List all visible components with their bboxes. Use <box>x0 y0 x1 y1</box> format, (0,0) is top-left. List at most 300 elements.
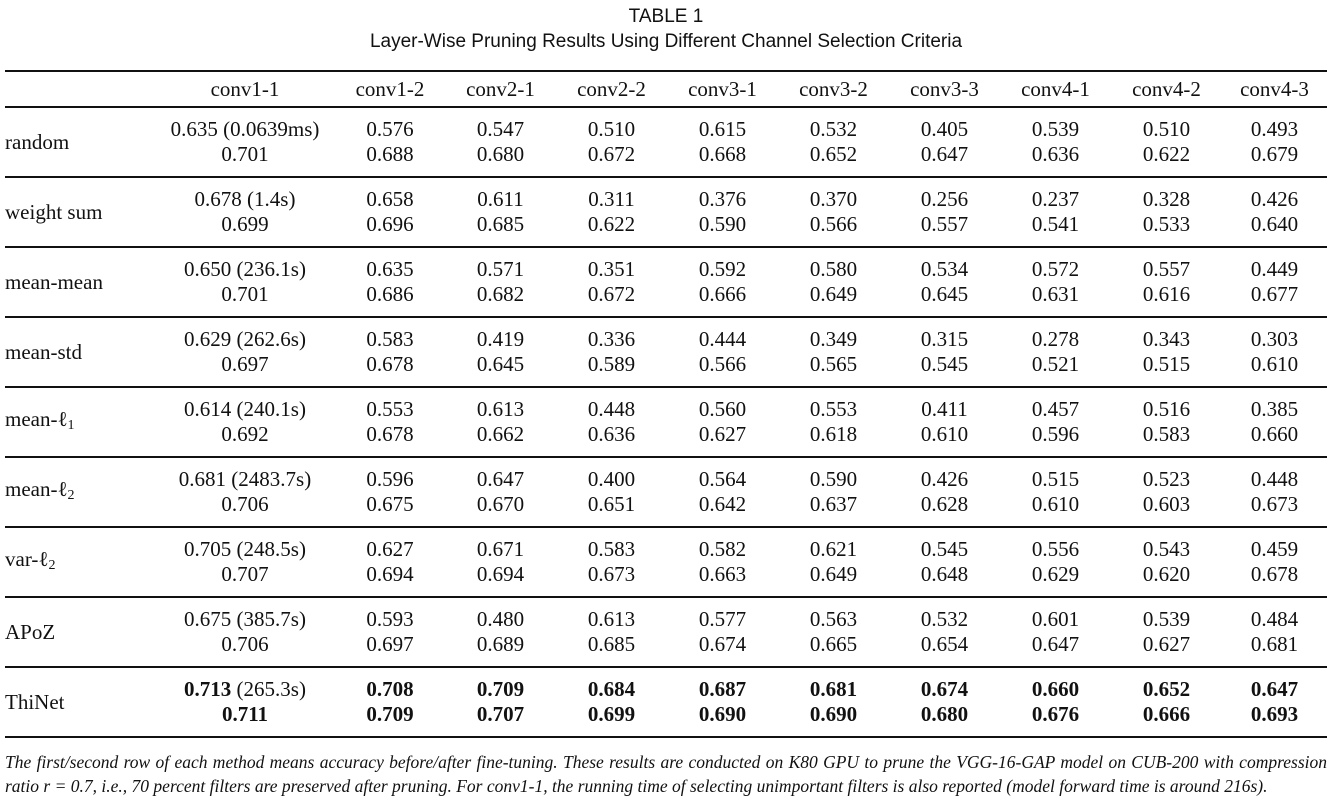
cell-conv4-1 <box>1000 107 1111 177</box>
value-after: 0.699 <box>587 702 636 726</box>
value-before: 0.613 <box>476 397 525 421</box>
cell-conv4-1 <box>1000 597 1111 667</box>
table-row <box>5 527 1327 597</box>
value-after: 0.685 <box>476 212 525 236</box>
value-before: 0.547 <box>476 117 525 141</box>
value-after: 0.686 <box>366 282 414 306</box>
method-name <box>5 597 155 667</box>
cell-conv3-1 <box>667 247 778 317</box>
value-before: 0.400 <box>587 467 636 491</box>
value-before: 0.370 <box>809 187 858 211</box>
cell-conv4-3 <box>1222 457 1327 527</box>
value-before: 0.278 <box>1031 327 1080 351</box>
footnote-part1: The first/second row of each method means accuracy before/after fine-tuning. These results are conducted on K80 GPU to prune the VGG-16-GAP model on CUB-200 with compression ratio <box>5 752 1327 796</box>
cell-conv3-1 <box>667 177 778 247</box>
value-before: 0.315 <box>920 327 969 351</box>
cell-conv2-1 <box>445 387 556 457</box>
value-after: 0.627 <box>698 422 747 446</box>
value-after: 0.610 <box>1250 352 1299 376</box>
table-body <box>5 107 1327 737</box>
cell-conv2-1 <box>445 317 556 387</box>
value-before: 0.560 <box>698 397 747 421</box>
cell-conv4-3 <box>1222 527 1327 597</box>
cell-conv1-2 <box>335 597 445 667</box>
cell-conv4-2 <box>1111 107 1222 177</box>
value-after: 0.583 <box>1142 422 1191 446</box>
value-after: 0.565 <box>809 352 858 376</box>
value-after: 0.521 <box>1031 352 1080 376</box>
value-after: 0.596 <box>1031 422 1080 446</box>
value-before: 0.627 <box>366 537 414 561</box>
value-before: 0.543 <box>1142 537 1191 561</box>
value-after: 0.515 <box>1142 352 1191 376</box>
cell-conv2-1 <box>445 597 556 667</box>
value-before: 0.553 <box>366 397 414 421</box>
value-before: 0.545 <box>920 537 969 561</box>
value-after: 0.690 <box>809 702 858 726</box>
cell-conv1-2 <box>335 387 445 457</box>
cell-conv2-2 <box>556 527 667 597</box>
cell-conv1-1 <box>155 527 335 597</box>
cell-conv4-1 <box>1000 667 1111 737</box>
value-after: 0.541 <box>1031 212 1080 236</box>
value-after: 0.533 <box>1142 212 1191 236</box>
value-before: 0.709 <box>476 677 525 701</box>
value-before: 0.516 <box>1142 397 1191 421</box>
cell-conv4-2 <box>1111 457 1222 527</box>
value-after: 0.693 <box>1250 702 1299 726</box>
value-after: 0.636 <box>587 422 636 446</box>
value-after: 0.680 <box>920 702 969 726</box>
value-after: 0.690 <box>698 702 747 726</box>
method-subscript: 1 <box>67 417 75 433</box>
method-label: random <box>5 129 70 154</box>
value-after: 0.676 <box>1031 702 1080 726</box>
value-before: 0.629 (262.6s) <box>184 327 306 351</box>
value-after: 0.682 <box>476 282 525 306</box>
cell-conv4-3 <box>1222 597 1327 667</box>
footnote-part2: = 0.7, i.e., 70 percent filters are preserved after pruning. For conv1-1, the running time of selecting unimportant filters is also reported (model forward time is around 216s). <box>50 776 1268 796</box>
cell-conv2-1 <box>445 527 556 597</box>
method-label: mean-ℓ <box>5 476 68 501</box>
value-before: 0.611 <box>477 187 524 211</box>
cell-conv3-3 <box>889 107 1000 177</box>
value-after: 0.675 <box>366 492 414 516</box>
value-before: 0.593 <box>366 607 414 631</box>
cell-conv3-2 <box>778 107 889 177</box>
value-before: 0.621 <box>809 537 858 561</box>
cell-conv1-2 <box>335 527 445 597</box>
cell-conv3-1 <box>667 597 778 667</box>
value-before: 0.635 <box>366 257 414 281</box>
header-conv4-1: conv4-1 <box>1021 76 1090 101</box>
value-before: 0.635 (0.0639ms) <box>170 117 320 141</box>
cell-conv3-3 <box>889 597 1000 667</box>
value-after: 0.681 <box>1250 632 1299 656</box>
value-before: 0.449 <box>1250 257 1299 281</box>
value-after: 0.637 <box>809 492 858 516</box>
value-after: 0.677 <box>1250 282 1299 306</box>
value-before: 0.493 <box>1250 117 1299 141</box>
value-before: 0.457 <box>1031 397 1080 421</box>
value-after: 0.566 <box>809 212 858 236</box>
value-after: 0.648 <box>920 562 969 586</box>
table-figure <box>5 4 1327 798</box>
value-after: 0.647 <box>1031 632 1080 656</box>
value-before-time: (265.3s) <box>231 677 306 701</box>
value-before: 0.592 <box>698 257 747 281</box>
value-after: 0.673 <box>1250 492 1299 516</box>
cell-conv2-2 <box>556 317 667 387</box>
cell-conv3-3 <box>889 527 1000 597</box>
value-before: 0.532 <box>809 117 858 141</box>
value-after: 0.666 <box>1142 702 1191 726</box>
value-after: 0.685 <box>587 632 636 656</box>
cell-conv1-1 <box>155 177 335 247</box>
cell-conv4-2 <box>1111 667 1222 737</box>
value-after: 0.688 <box>366 142 414 166</box>
header-conv4-3: conv4-3 <box>1240 76 1309 101</box>
value-before: 0.419 <box>476 327 525 351</box>
method-label: weight sum <box>5 199 103 224</box>
value-before: 0.647 <box>1250 677 1299 701</box>
cell-conv2-1 <box>445 247 556 317</box>
header-row <box>5 71 1327 107</box>
value-after: 0.706 <box>221 492 269 516</box>
value-after: 0.622 <box>587 212 636 236</box>
table-row <box>5 247 1327 317</box>
cell-conv3-2 <box>778 247 889 317</box>
value-before: 0.564 <box>698 467 747 491</box>
value-after: 0.566 <box>698 352 747 376</box>
value-before: 0.351 <box>587 257 636 281</box>
table-title <box>5 4 1327 54</box>
value-before: 0.684 <box>587 677 636 701</box>
value-before: 0.532 <box>920 607 969 631</box>
value-after: 0.673 <box>587 562 636 586</box>
value-after: 0.654 <box>920 632 969 656</box>
value-after: 0.709 <box>366 702 414 726</box>
cell-conv4-1 <box>1000 527 1111 597</box>
value-after: 0.642 <box>698 492 747 516</box>
value-after: 0.697 <box>366 632 414 656</box>
value-after: 0.649 <box>809 562 858 586</box>
header-conv2-1: conv2-1 <box>466 76 535 101</box>
value-after: 0.622 <box>1142 142 1191 166</box>
value-before: 0.336 <box>587 327 636 351</box>
method-name <box>5 177 155 247</box>
value-before: 0.674 <box>920 677 969 701</box>
cell-conv3-1 <box>667 667 778 737</box>
value-after: 0.590 <box>698 212 747 236</box>
results-table <box>5 70 1327 738</box>
value-after: 0.674 <box>698 632 747 656</box>
method-name <box>5 387 155 457</box>
header-conv3-3: conv3-3 <box>910 76 979 101</box>
value-before: 0.681 <box>809 677 858 701</box>
value-after: 0.631 <box>1031 282 1080 306</box>
cell-conv2-2 <box>556 107 667 177</box>
cell-conv2-2 <box>556 457 667 527</box>
cell-conv3-1 <box>667 107 778 177</box>
header-conv3-2: conv3-2 <box>799 76 868 101</box>
value-after: 0.670 <box>476 492 525 516</box>
method-label: mean-std <box>5 339 82 364</box>
cell-conv1-2 <box>335 177 445 247</box>
cell-conv1-2 <box>335 317 445 387</box>
value-before: 0.303 <box>1250 327 1299 351</box>
value-before: 0.534 <box>920 257 969 281</box>
value-before: 0.426 <box>920 467 969 491</box>
value-after: 0.545 <box>920 352 969 376</box>
value-after: 0.694 <box>476 562 525 586</box>
method-label: ThiNet <box>5 689 65 714</box>
value-after: 0.620 <box>1142 562 1191 586</box>
header-conv1-2: conv1-2 <box>355 76 425 101</box>
method-subscript: 2 <box>67 487 75 503</box>
cell-conv4-3 <box>1222 667 1327 737</box>
value-after: 0.711 <box>221 702 269 726</box>
value-before: 0.596 <box>366 467 414 491</box>
cell-conv4-3 <box>1222 317 1327 387</box>
value-before: 0.459 <box>1250 537 1299 561</box>
value-before: 0.675 (385.7s) <box>184 607 306 631</box>
value-after: 0.697 <box>221 352 269 376</box>
cell-conv3-1 <box>667 527 778 597</box>
cell-conv1-1 <box>155 667 335 737</box>
method-subscript: 2 <box>48 557 56 573</box>
value-after: 0.557 <box>920 212 969 236</box>
cell-conv2-2 <box>556 247 667 317</box>
header-conv3-1: conv3-1 <box>688 76 757 101</box>
value-after: 0.636 <box>1031 142 1080 166</box>
value-before: 0.539 <box>1031 117 1080 141</box>
table-row <box>5 457 1327 527</box>
value-before: 0.411 <box>921 397 968 421</box>
cell-conv3-1 <box>667 317 778 387</box>
value-after: 0.696 <box>366 212 414 236</box>
cell-conv3-1 <box>667 457 778 527</box>
value-after: 0.647 <box>920 142 969 166</box>
value-after: 0.663 <box>698 562 747 586</box>
cell-conv4-1 <box>1000 177 1111 247</box>
value-after: 0.618 <box>809 422 858 446</box>
table-row <box>5 597 1327 667</box>
value-after: 0.678 <box>366 352 414 376</box>
value-before: 0.678 (1.4s) <box>194 187 296 211</box>
value-before: 0.580 <box>809 257 858 281</box>
value-after: 0.679 <box>1250 142 1299 166</box>
value-before: 0.572 <box>1031 257 1080 281</box>
value-after: 0.616 <box>1142 282 1191 306</box>
value-before: 0.480 <box>476 607 525 631</box>
method-label: mean-ℓ <box>5 406 68 431</box>
value-after: 0.610 <box>920 422 969 446</box>
cell-conv3-3 <box>889 387 1000 457</box>
method-name <box>5 527 155 597</box>
header-method <box>5 71 155 107</box>
cell-conv4-2 <box>1111 527 1222 597</box>
value-after: 0.610 <box>1031 492 1080 516</box>
cell-conv2-2 <box>556 597 667 667</box>
value-before: 0.523 <box>1142 467 1191 491</box>
table-row <box>5 667 1327 737</box>
cell-conv2-1 <box>445 107 556 177</box>
cell-conv1-1 <box>155 597 335 667</box>
value-after: 0.707 <box>221 562 269 586</box>
value-before: 0.426 <box>1250 187 1299 211</box>
cell-conv4-3 <box>1222 247 1327 317</box>
value-before: 0.583 <box>366 327 414 351</box>
cell-conv4-1 <box>1000 317 1111 387</box>
value-after: 0.645 <box>920 282 969 306</box>
value-before: 0.576 <box>366 117 414 141</box>
cell-conv3-3 <box>889 247 1000 317</box>
value-after: 0.603 <box>1142 492 1191 516</box>
cell-conv4-3 <box>1222 107 1327 177</box>
table-caption: Layer-Wise Pruning Results Using Different Channel Selection Criteria <box>369 31 963 52</box>
cell-conv4-2 <box>1111 317 1222 387</box>
value-before: 0.405 <box>920 117 969 141</box>
value-before: 0.237 <box>1031 187 1080 211</box>
value-after: 0.672 <box>587 142 636 166</box>
table-row <box>5 387 1327 457</box>
cell-conv4-1 <box>1000 457 1111 527</box>
cell-conv2-1 <box>445 177 556 247</box>
value-before: 0.705 (248.5s) <box>184 537 306 561</box>
cell-conv1-1 <box>155 387 335 457</box>
cell-conv2-2 <box>556 667 667 737</box>
value-after: 0.629 <box>1031 562 1080 586</box>
method-name <box>5 667 155 737</box>
value-before: 0.311 <box>588 187 635 211</box>
value-after: 0.694 <box>366 562 414 586</box>
value-after: 0.651 <box>587 492 636 516</box>
cell-conv1-1 <box>155 107 335 177</box>
cell-conv3-2 <box>778 527 889 597</box>
value-after: 0.707 <box>476 702 525 726</box>
value-after: 0.680 <box>476 142 525 166</box>
value-before <box>155 677 335 702</box>
value-after: 0.678 <box>1250 562 1299 586</box>
value-after: 0.678 <box>366 422 414 446</box>
table-footnote <box>5 750 1327 798</box>
method-name <box>5 107 155 177</box>
cell-conv4-2 <box>1111 247 1222 317</box>
method-label: var-ℓ <box>5 546 49 571</box>
value-before: 0.448 <box>587 397 636 421</box>
value-before: 0.614 (240.1s) <box>184 397 306 421</box>
value-before: 0.448 <box>1250 467 1299 491</box>
value-before: 0.708 <box>366 677 414 701</box>
value-before: 0.557 <box>1142 257 1191 281</box>
value-before: 0.563 <box>809 607 858 631</box>
value-after: 0.660 <box>1250 422 1299 446</box>
cell-conv3-2 <box>778 597 889 667</box>
cell-conv1-1 <box>155 317 335 387</box>
cell-conv2-2 <box>556 177 667 247</box>
header-conv1-1: conv1-1 <box>210 76 280 101</box>
method-label: mean-mean <box>5 269 103 294</box>
cell-conv4-1 <box>1000 247 1111 317</box>
value-before: 0.652 <box>1142 677 1191 701</box>
value-after: 0.701 <box>221 142 269 166</box>
value-before: 0.515 <box>1031 467 1080 491</box>
table-row <box>5 317 1327 387</box>
cell-conv3-1 <box>667 387 778 457</box>
value-before: 0.671 <box>476 537 525 561</box>
value-after: 0.640 <box>1250 212 1299 236</box>
cell-conv3-3 <box>889 457 1000 527</box>
table-row <box>5 107 1327 177</box>
value-before: 0.660 <box>1031 677 1080 701</box>
method-name <box>5 317 155 387</box>
value-before: 0.328 <box>1142 187 1191 211</box>
cell-conv4-2 <box>1111 177 1222 247</box>
footnote-variable: r <box>43 776 51 796</box>
value-before: 0.650 (236.1s) <box>184 257 306 281</box>
value-before: 0.582 <box>698 537 747 561</box>
value-before: 0.385 <box>1250 397 1299 421</box>
cell-conv1-2 <box>335 247 445 317</box>
value-after: 0.628 <box>920 492 969 516</box>
value-after: 0.649 <box>809 282 858 306</box>
value-before: 0.553 <box>809 397 858 421</box>
header-conv4-2: conv4-2 <box>1132 76 1201 101</box>
value-before: 0.590 <box>809 467 858 491</box>
cell-conv3-2 <box>778 317 889 387</box>
method-name <box>5 247 155 317</box>
value-after: 0.589 <box>587 352 636 376</box>
value-after: 0.662 <box>476 422 525 446</box>
value-before: 0.510 <box>1142 117 1191 141</box>
cell-conv4-3 <box>1222 387 1327 457</box>
cell-conv1-2 <box>335 107 445 177</box>
value-before: 0.681 (2483.7s) <box>178 467 312 491</box>
cell-conv2-1 <box>445 667 556 737</box>
cell-conv1-2 <box>335 457 445 527</box>
value-before: 0.647 <box>476 467 525 491</box>
value-after: 0.652 <box>809 142 858 166</box>
value-before: 0.349 <box>809 327 858 351</box>
value-before: 0.658 <box>366 187 414 211</box>
value-before: 0.556 <box>1031 537 1080 561</box>
value-after: 0.645 <box>476 352 525 376</box>
value-before-bold: 0.713 <box>184 677 232 701</box>
value-after: 0.692 <box>221 422 269 446</box>
value-before: 0.687 <box>698 677 747 701</box>
value-before: 0.583 <box>587 537 636 561</box>
cell-conv3-3 <box>889 317 1000 387</box>
value-before: 0.613 <box>587 607 636 631</box>
cell-conv4-1 <box>1000 387 1111 457</box>
table-row <box>5 177 1327 247</box>
value-before: 0.343 <box>1142 327 1191 351</box>
table-label: TABLE 1 <box>628 6 704 27</box>
cell-conv3-2 <box>778 667 889 737</box>
value-after: 0.701 <box>221 282 269 306</box>
value-before: 0.484 <box>1250 607 1299 631</box>
cell-conv3-3 <box>889 177 1000 247</box>
method-label: APoZ <box>5 619 56 644</box>
value-after: 0.627 <box>1142 632 1191 656</box>
cell-conv3-3 <box>889 667 1000 737</box>
cell-conv4-2 <box>1111 597 1222 667</box>
value-after: 0.666 <box>698 282 747 306</box>
cell-conv3-2 <box>778 177 889 247</box>
cell-conv2-2 <box>556 387 667 457</box>
cell-conv1-1 <box>155 457 335 527</box>
